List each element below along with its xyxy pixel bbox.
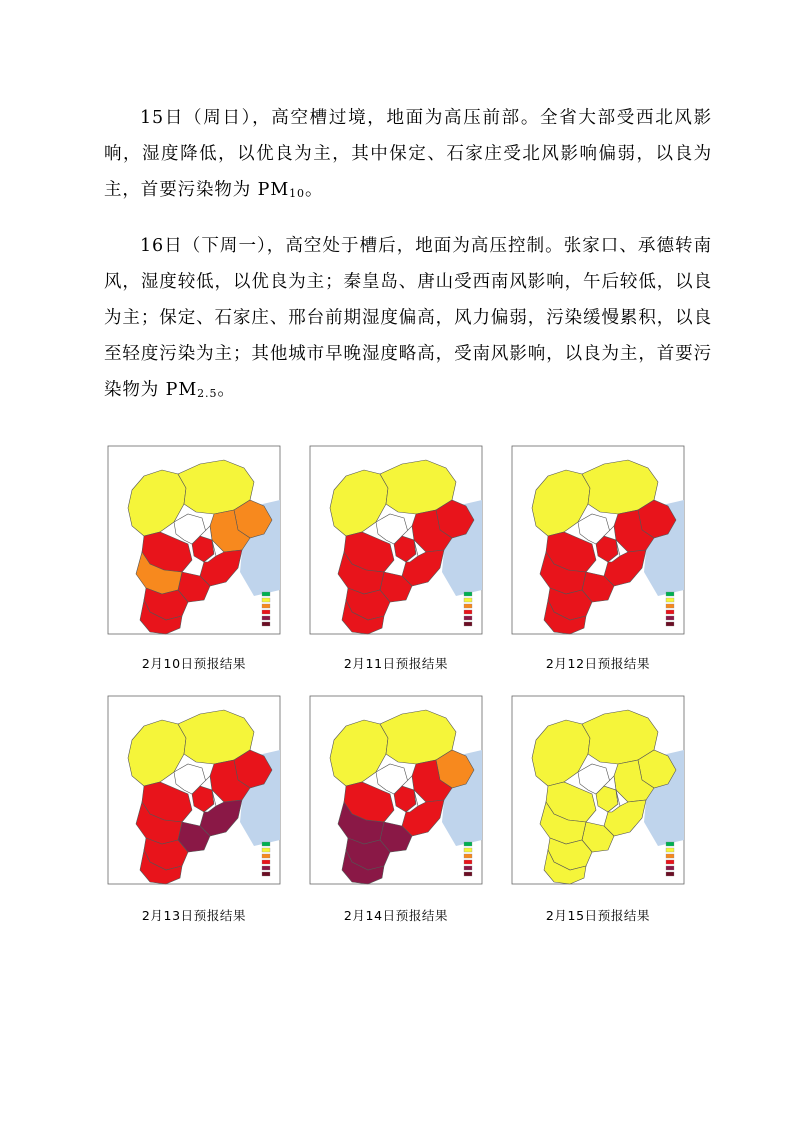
- legend-swatch: [464, 872, 472, 876]
- legend-swatch: [666, 622, 674, 626]
- paragraph-day16-end: 。: [217, 380, 236, 400]
- paragraph-day15: [104, 100, 712, 212]
- legend-swatch: [464, 860, 472, 864]
- legend-swatch: [262, 622, 270, 626]
- legend-swatch: [262, 866, 270, 870]
- forecast-map-svg: [104, 440, 284, 636]
- legend-swatch: [262, 860, 270, 864]
- figure-caption: 2月13日预报结果: [141, 908, 247, 923]
- figure-caption: 2月15日预报结果: [545, 908, 651, 923]
- forecast-map-3: [508, 440, 688, 636]
- legend-swatch: [262, 842, 270, 846]
- legend-swatch: [262, 616, 270, 620]
- forecast-map-svg: [306, 690, 486, 886]
- pm10-subscript: 10: [289, 187, 305, 200]
- paragraph-day16-text: 16日（下周一），高空处于槽后，地面为高压控制。张家口、承德转南风，湿度较低，以优良为主；秦皇岛、唐山受西南风影响，午后较低，以良为主；保定、石家庄、邢台前期湿度偏高，风力偏弱，污染缓慢累积，以良至轻度污染为主；其他城市早晚湿度略高，受南风影响，以良为主，首要污染物为 PM: [104, 236, 712, 400]
- forecast-map-1: [104, 440, 284, 636]
- paragraph-day15-end: 。: [304, 180, 324, 200]
- legend-swatch: [262, 854, 270, 858]
- forecast-map-svg: [306, 440, 486, 636]
- legend-swatch: [666, 872, 674, 876]
- legend-swatch: [262, 592, 270, 596]
- forecast-map-svg: [508, 690, 688, 886]
- legend-swatch: [666, 604, 674, 608]
- legend-swatch: [262, 848, 270, 852]
- legend-swatch: [262, 604, 270, 608]
- forecast-map-4: [104, 690, 284, 886]
- forecast-map-svg: [104, 690, 284, 886]
- legend-swatch: [666, 610, 674, 614]
- legend-swatch: [666, 592, 674, 596]
- legend-swatch: [666, 616, 674, 620]
- figure-caption: 2月10日预报结果: [141, 656, 247, 671]
- pm25-subscript: 2.5: [197, 387, 218, 400]
- legend-swatch: [464, 592, 472, 596]
- figure-caption: 2月12日预报结果: [545, 656, 651, 671]
- forecast-map-6: [508, 690, 688, 886]
- legend-swatch: [666, 598, 674, 602]
- legend-swatch: [464, 610, 472, 614]
- legend-swatch: [262, 872, 270, 876]
- legend-swatch: [666, 842, 674, 846]
- legend-swatch: [464, 842, 472, 846]
- figure-caption: 2月14日预报结果: [343, 908, 449, 923]
- legend-swatch: [666, 860, 674, 864]
- legend-swatch: [464, 616, 472, 620]
- legend-swatch: [666, 854, 674, 858]
- legend-swatch: [464, 604, 472, 608]
- forecast-map-svg: [508, 440, 688, 636]
- legend-swatch: [464, 866, 472, 870]
- legend-swatch: [464, 854, 472, 858]
- legend-swatch: [464, 598, 472, 602]
- paragraph-day16: [104, 228, 712, 412]
- forecast-map-5: [306, 690, 486, 886]
- paragraph-day15-text: 15日（周日），高空槽过境，地面为高压前部。全省大部受西北风影响，湿度降低，以优良为主，其中保定、石家庄受北风影响偏弱，以良为主，首要污染物为 PM: [104, 108, 712, 200]
- legend-swatch: [262, 610, 270, 614]
- legend-swatch: [666, 848, 674, 852]
- figure-caption: 2月11日预报结果: [343, 656, 449, 671]
- legend-swatch: [464, 622, 472, 626]
- legend-swatch: [262, 598, 270, 602]
- legend-swatch: [666, 866, 674, 870]
- forecast-map-2: [306, 440, 486, 636]
- legend-swatch: [464, 848, 472, 852]
